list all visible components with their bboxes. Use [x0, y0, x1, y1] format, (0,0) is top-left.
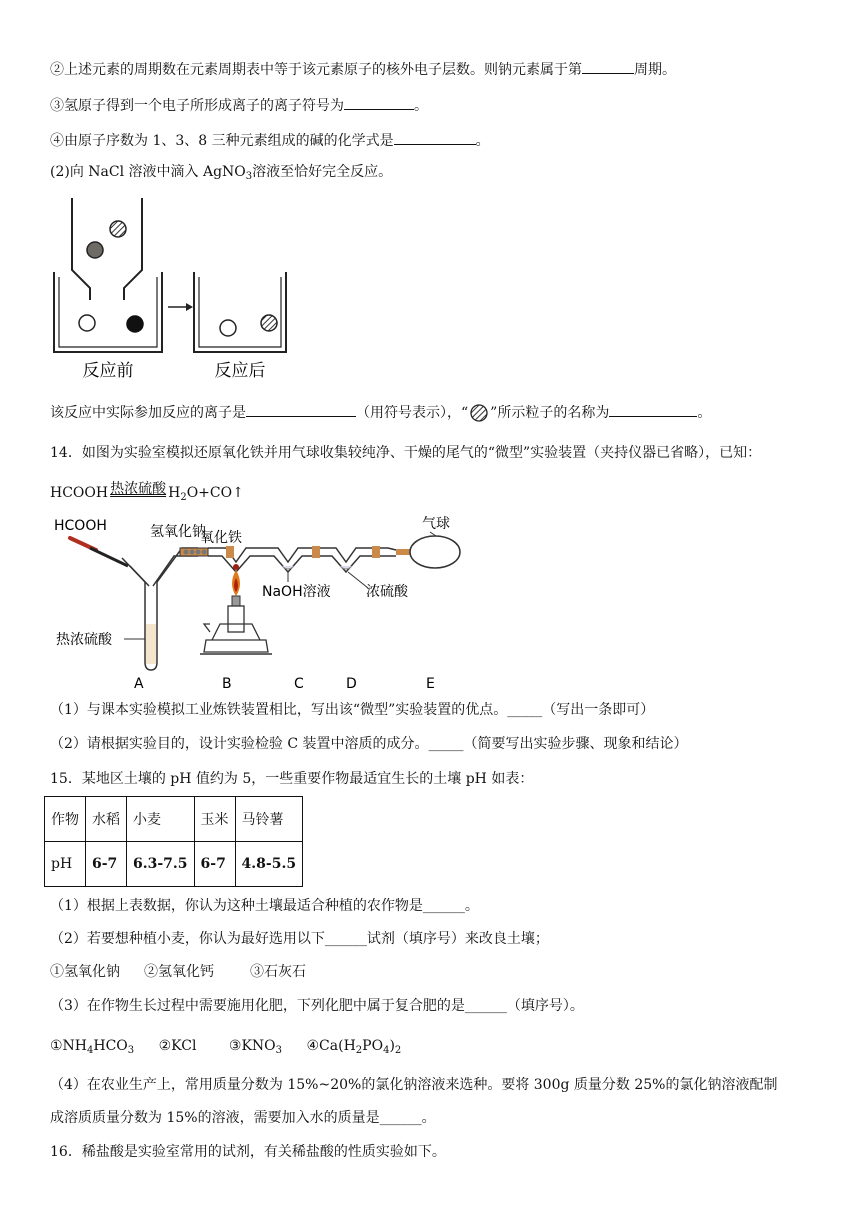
label-d: D: [346, 676, 357, 692]
question-16-stem: 16．稀盐酸是实验室常用的试剂，有关稀盐酸的性质实验如下。: [50, 1144, 446, 1160]
question-15-stem: 15．某地区土壤的 pH 值约为 5，一些重要作物最适宜生长的土壤 pH 如表：: [50, 771, 534, 787]
answer-blank[interactable]: [582, 58, 634, 74]
label-e: E: [426, 676, 435, 692]
table-cell: 玉米: [194, 797, 235, 842]
question-15-2-options: ①氢氧化钠 ②氢氧化钙 ③石灰石: [50, 964, 306, 980]
question-15-3: （3）在作物生长过程中需要施用化肥，下列化肥中属于复合肥的是______（填序号）。: [50, 998, 584, 1014]
question-line-base-formula: ④由原子序数为 1、3、8 三种元素组成的碱的化学式是 。: [50, 129, 490, 151]
question-15-4-line1: （4）在农业生产上，常用质量分数为 15%~20%的氯化钠溶液来选种。要将 300g 质量分数 25%的氯化钠溶液配制: [50, 1077, 778, 1093]
iron-oxide-sample: [233, 564, 239, 570]
question-15-1: （1）根据上表数据，你认为这种土壤最适合种植的农作物是______。: [50, 898, 479, 914]
beaker-after: [194, 272, 286, 352]
question-14-1: （1）与课本实验模拟工业炼铁装置相比，写出该“微型”实验装置的优点。_____（写出一条即可）: [50, 702, 655, 718]
sodium-ion-particle: [79, 315, 95, 331]
question-14-2: （2）请根据实验目的，设计实验检验 C 装置中溶质的成分。_____（简要写出实验步骤、现象和结论）: [50, 736, 688, 752]
label-hot-h2so4: 热浓硫酸: [56, 632, 112, 648]
label-fe2o3: 氧化铁: [200, 530, 242, 546]
table-cell: pH: [45, 842, 86, 887]
label-a: A: [134, 676, 144, 692]
table-cell: 水稻: [86, 797, 127, 842]
question-15-3-options: $①NH_4HCO_3$ ②KCl $③KNO_3$ $④Ca(H_2PO_4)_2$: [50, 1038, 402, 1056]
table-cell: 作物: [45, 797, 86, 842]
table-row: [45, 842, 303, 887]
equation-condition: 热浓硫酸: [110, 481, 167, 497]
question-14-equation: HCOOH 热浓硫酸 $H_2O+CO↑$: [50, 481, 244, 503]
table-cell: 小麦: [127, 797, 195, 842]
nitrate-ion-particle: [261, 315, 277, 331]
table-cell: 6.3-7.5: [127, 842, 195, 887]
question-line-reaction: (2)向 NaCl 溶液中滴入 AgNO$_3$溶液至恰好完全反应。: [50, 164, 393, 182]
beaker-before: [54, 272, 162, 352]
y-tube: [122, 548, 198, 670]
sodium-ion-particle: [220, 320, 236, 336]
table-cell: 6-7: [86, 842, 127, 887]
table-cell: 6-7: [194, 842, 235, 887]
label-before: 反应前: [82, 361, 134, 381]
label-c: C: [294, 676, 304, 692]
question-15-2: （2）若要想种植小麦，你认为最好选用以下______试剂（填序号）来改良土壤；: [50, 931, 549, 947]
answer-blank[interactable]: [344, 94, 414, 110]
label-conc-h2so4: 浓硫酸: [366, 584, 408, 600]
crop-ph-table: [44, 796, 303, 887]
label-naoh-solid: 氢氧化钠: [150, 524, 206, 540]
silver-ion-particle: [87, 242, 103, 258]
table-cell: 4.8-5.5: [235, 842, 303, 887]
burner-base: [204, 640, 268, 652]
answer-blank[interactable]: [246, 401, 356, 417]
label-after: 反应后: [214, 361, 266, 381]
question-line-ion-symbol: ③氢原子得到一个电子所形成离子的离子符号为 。: [50, 94, 428, 116]
question-line-ions: 该反应中实际参加反应的离子是 （用符号表示），“ ”所示粒子的名称为 。: [50, 401, 711, 423]
dropper-wall-right: [124, 198, 142, 300]
micro-apparatus-figure: [50, 512, 480, 692]
label-naoh-solution: NaOH溶液: [262, 584, 331, 600]
label-hcooh: HCOOH: [54, 518, 107, 534]
chloride-ion-particle: [127, 316, 143, 332]
table-row: [45, 797, 303, 842]
answer-blank[interactable]: [394, 129, 476, 145]
hatched-particle-icon: [468, 404, 490, 422]
reaction-particle-figure: [50, 192, 290, 388]
question-15-4-line2: 成溶质质量分数为 15%的溶液，需要加入水的质量是______。: [50, 1110, 436, 1126]
table-cell: 马铃薯: [235, 797, 303, 842]
nitrate-ion-particle: [110, 221, 126, 237]
question-line-period: ②上述元素的周期数在元素周期表中等于该元素原子的核外电子层数。则钠元素属于第 周期。: [50, 58, 676, 80]
question-14-stem: 14．如图为实验室模拟还原氧化铁并用气球收集较纯净、干燥的尾气的“微型”实验装置（夹持仪器已省略），已知：: [50, 445, 762, 461]
label-b: B: [222, 676, 232, 692]
balloon: [410, 536, 460, 568]
answer-blank[interactable]: [609, 401, 697, 417]
w-tube: [208, 548, 396, 562]
label-balloon: 气球: [422, 516, 450, 532]
